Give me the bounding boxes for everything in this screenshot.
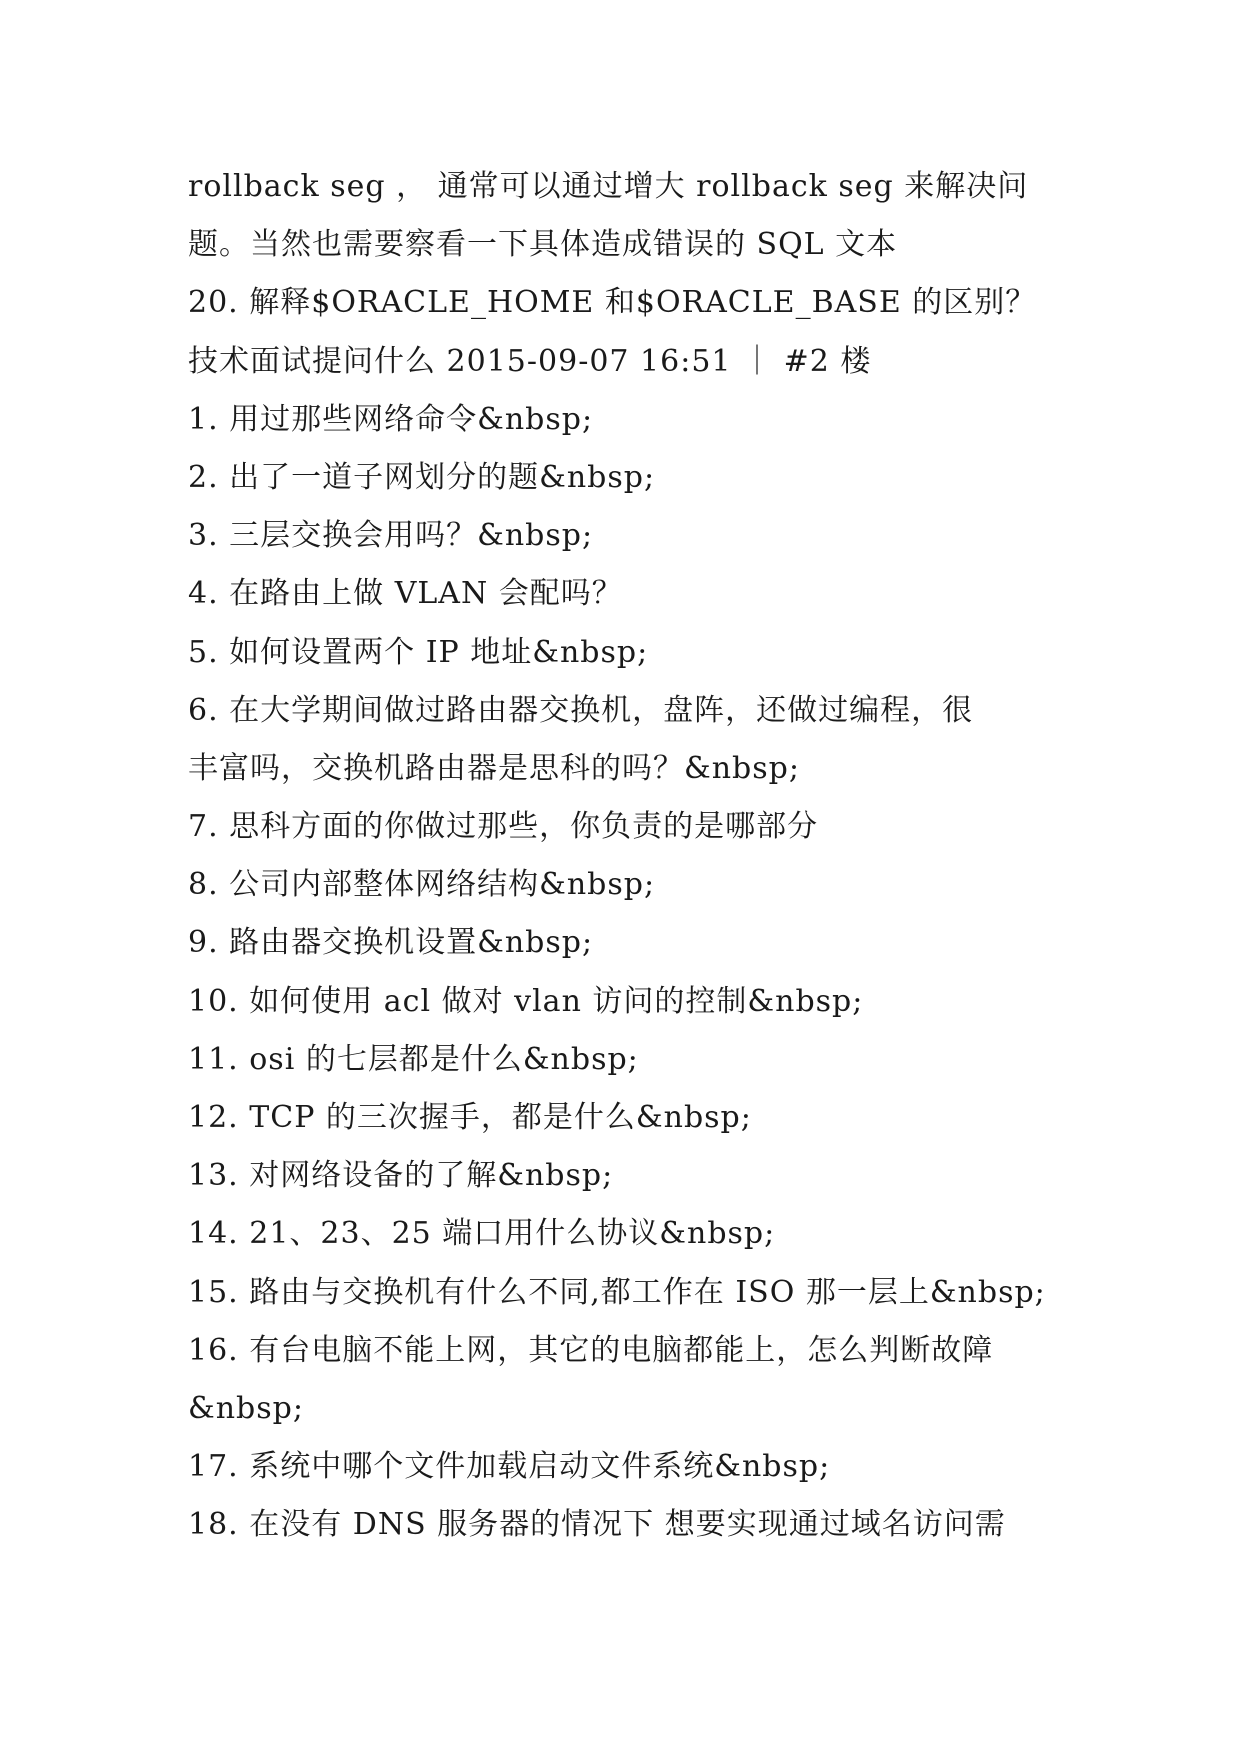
question-item: 9. 路由器交换机设置&nbsp; [188, 925, 594, 961]
question-item: 18. 在没有 DNS 服务器的情况下 想要实现通过域名访问需 [188, 1507, 1006, 1543]
question-item: 17. 系统中哪个文件加载启动文件系统&nbsp; [188, 1449, 831, 1485]
question-item-continuation: 丰富吗，交换机路由器是思科的吗？&nbsp; [188, 750, 800, 786]
question-item: 4. 在路由上做 VLAN 会配吗？ [188, 576, 623, 612]
question-item: 14. 21、23、25 端口用什么协议&nbsp; [188, 1216, 776, 1252]
question-item: 15. 路由与交换机有什么不同,都工作在 ISO 那一层上&nbsp; [188, 1274, 1046, 1310]
text-line: rollback seg ， 通常可以通过增大 rollback seg 来解决问 [188, 169, 1029, 204]
question-item: 11. osi 的七层都是什么&nbsp; [188, 1041, 639, 1077]
text-line: 题。当然也需要察看一下具体造成错误的 SQL 文本 [188, 227, 898, 263]
question-item: 16. 有台电脑不能上网，其它的电脑都能上，怎么判断故障 [188, 1332, 994, 1368]
text-line: 20. 解释$ORACLE_HOME 和$ORACLE_BASE 的区别？ [188, 285, 1037, 321]
question-item: 6. 在大学期间做过路由器交换机，盘阵，还做过编程，很 [188, 692, 974, 728]
question-item-continuation: &nbsp; [188, 1390, 304, 1426]
question-item: 5. 如何设置两个 IP 地址&nbsp; [188, 634, 649, 670]
question-item: 2. 出了一道子网划分的题&nbsp; [188, 459, 656, 495]
question-item: 10. 如何使用 acl 做对 vlan 访问的控制&nbsp; [188, 983, 864, 1019]
question-item: 8. 公司内部整体网络结构&nbsp; [188, 867, 656, 903]
question-item: 7. 思科方面的你做过那些，你负责的是哪部分 [188, 809, 819, 845]
question-item: 12. TCP 的三次握手，都是什么&nbsp; [188, 1100, 752, 1135]
question-item: 13. 对网络设备的了解&nbsp; [188, 1158, 614, 1194]
question-item: 1. 用过那些网络命令&nbsp; [188, 401, 594, 437]
post-header-line: 技术面试提问什么 2015-09-07 16:51 ｜ #2 楼 [188, 343, 872, 379]
question-item: 3. 三层交换会用吗？&nbsp; [188, 518, 594, 554]
document-body [188, 158, 1058, 1555]
